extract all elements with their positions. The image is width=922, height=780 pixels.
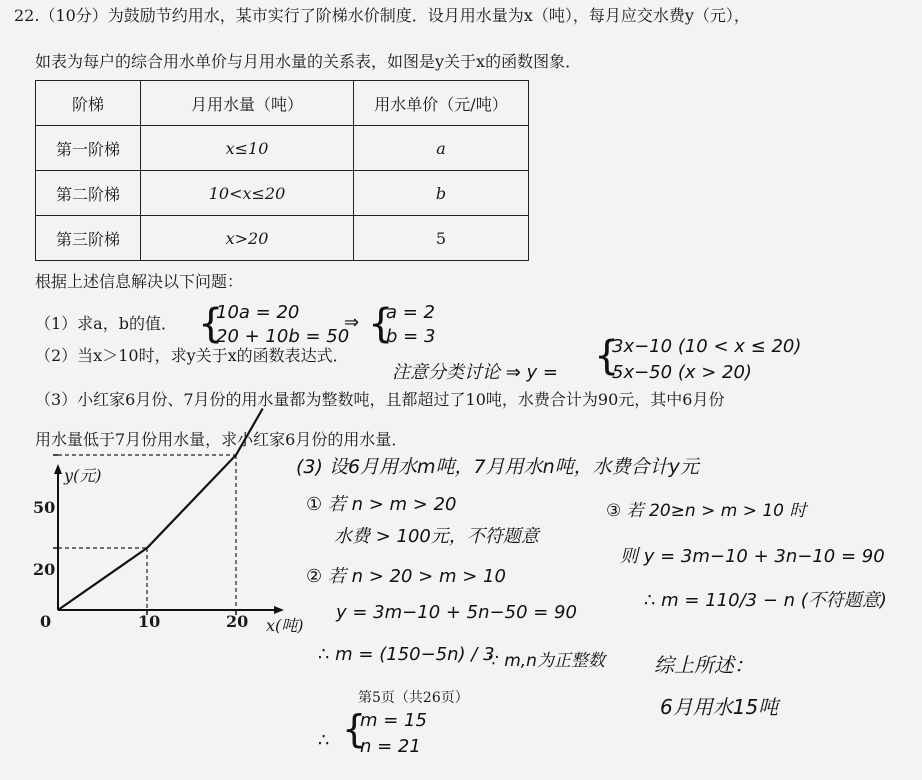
left-brace: { [594, 333, 620, 379]
handwritten-equation: ∴ m = (150−5n) / 3 [318, 644, 495, 665]
table-cell: x>20 [141, 216, 354, 261]
handwritten-answer: 6月用水15吨 [660, 695, 779, 719]
left-brace: { [198, 301, 224, 347]
handwritten-equation: 20 + 10b = 50 [216, 326, 350, 347]
handwritten-equation: y = 3m−10 + 5n−50 = 90 [336, 602, 577, 623]
problem-intro: 如表为每户的综合用水单价与月用水量的关系表，如图是y关于x的函数图象． [35, 52, 582, 71]
handwritten-therefore: ∴ [318, 730, 330, 751]
handwritten-result: m = 15 [360, 710, 427, 731]
handwritten-case-2: ② 若 n > 20 > m > 10 [306, 566, 506, 587]
handwritten-setup: (3) 设6月用水m吨，7月用水n吨，水费合计y元 [296, 456, 699, 478]
handwritten-equation: 10a = 20 [216, 302, 300, 323]
handwritten-arrow: ⇒ [344, 312, 360, 333]
handwritten-case-1: ① 若 n > m > 20 [306, 494, 457, 515]
left-brace: { [368, 301, 394, 347]
table-cell: 第三阶梯 [36, 216, 141, 261]
table-cell: 5 [354, 216, 529, 261]
left-brace: { [342, 707, 367, 751]
table-header-cell: 用水单价（元/吨） [354, 81, 529, 126]
problem-header: 22.（10分）为鼓励节约用水，某市实行了阶梯水价制度．设月用水量为x（吨），每月应交水费y（元）， [14, 6, 750, 25]
handwritten-result: n = 21 [360, 736, 421, 757]
question-3-line-1: （3）小红家6月份、7月份的用水量都为整数吨，且都超过了10吨，水费合计为90元，其中6月份 [35, 390, 725, 409]
x-axis-label: x(吨) [266, 616, 304, 635]
table-cell: 10<x≤20 [141, 171, 354, 216]
table-header-cell: 月用水量（吨） [141, 81, 354, 126]
handwritten-summary: 综上所述： [654, 653, 754, 677]
handwritten-case-1-result: 水费 > 100元，不符题意 [334, 526, 539, 547]
handwritten-note: 注意分类讨论 ⇒ y = [392, 362, 558, 383]
y-tick-label: 20 [33, 560, 56, 579]
handwritten-result: a = 2 [386, 302, 436, 323]
question-3-line-2: 用水量低于7月份用水量，求小红家6月份的用水量． [35, 430, 408, 449]
x-axis-arrow [274, 606, 284, 614]
handwritten-piecewise: 5x−50 (x > 20) [612, 362, 752, 383]
table-cell: a [354, 126, 529, 171]
handwritten-case-3: ③ 若 20≥n > m > 10 时 [606, 501, 807, 521]
handwritten-note: ∵ m,n为正整数 [488, 651, 605, 671]
x-tick-label: 20 [226, 612, 249, 631]
page-footer: 第5页（共26页） [358, 690, 469, 706]
handwritten-result: b = 3 [386, 326, 436, 347]
series-line [58, 409, 263, 611]
handwritten-equation: 则 y = 3m−10 + 3n−10 = 90 [620, 546, 885, 567]
x-tick-label: 10 [138, 612, 161, 631]
table-header-cell: 阶梯 [36, 81, 141, 126]
question-2: （2）当x＞10时，求y关于x的函数表达式． [35, 346, 349, 365]
table-cell: x≤10 [141, 126, 354, 171]
info-line: 根据上述信息解决以下问题： [35, 272, 244, 291]
origin-label: 0 [40, 612, 52, 631]
y-axis-arrow [54, 464, 62, 474]
handwritten-equation: ∴ m = 110/3 − n (不符题意) [644, 590, 887, 611]
y-tick-label: 50 [33, 498, 56, 517]
table-cell: 第二阶梯 [36, 171, 141, 216]
y-axis-label: y(元) [64, 466, 102, 485]
table-cell: b [354, 171, 529, 216]
table-cell: 第一阶梯 [36, 126, 141, 171]
question-1: （1）求a，b的值． [35, 314, 177, 333]
handwritten-piecewise: 3x−10 (10 < x ≤ 20) [612, 336, 802, 357]
